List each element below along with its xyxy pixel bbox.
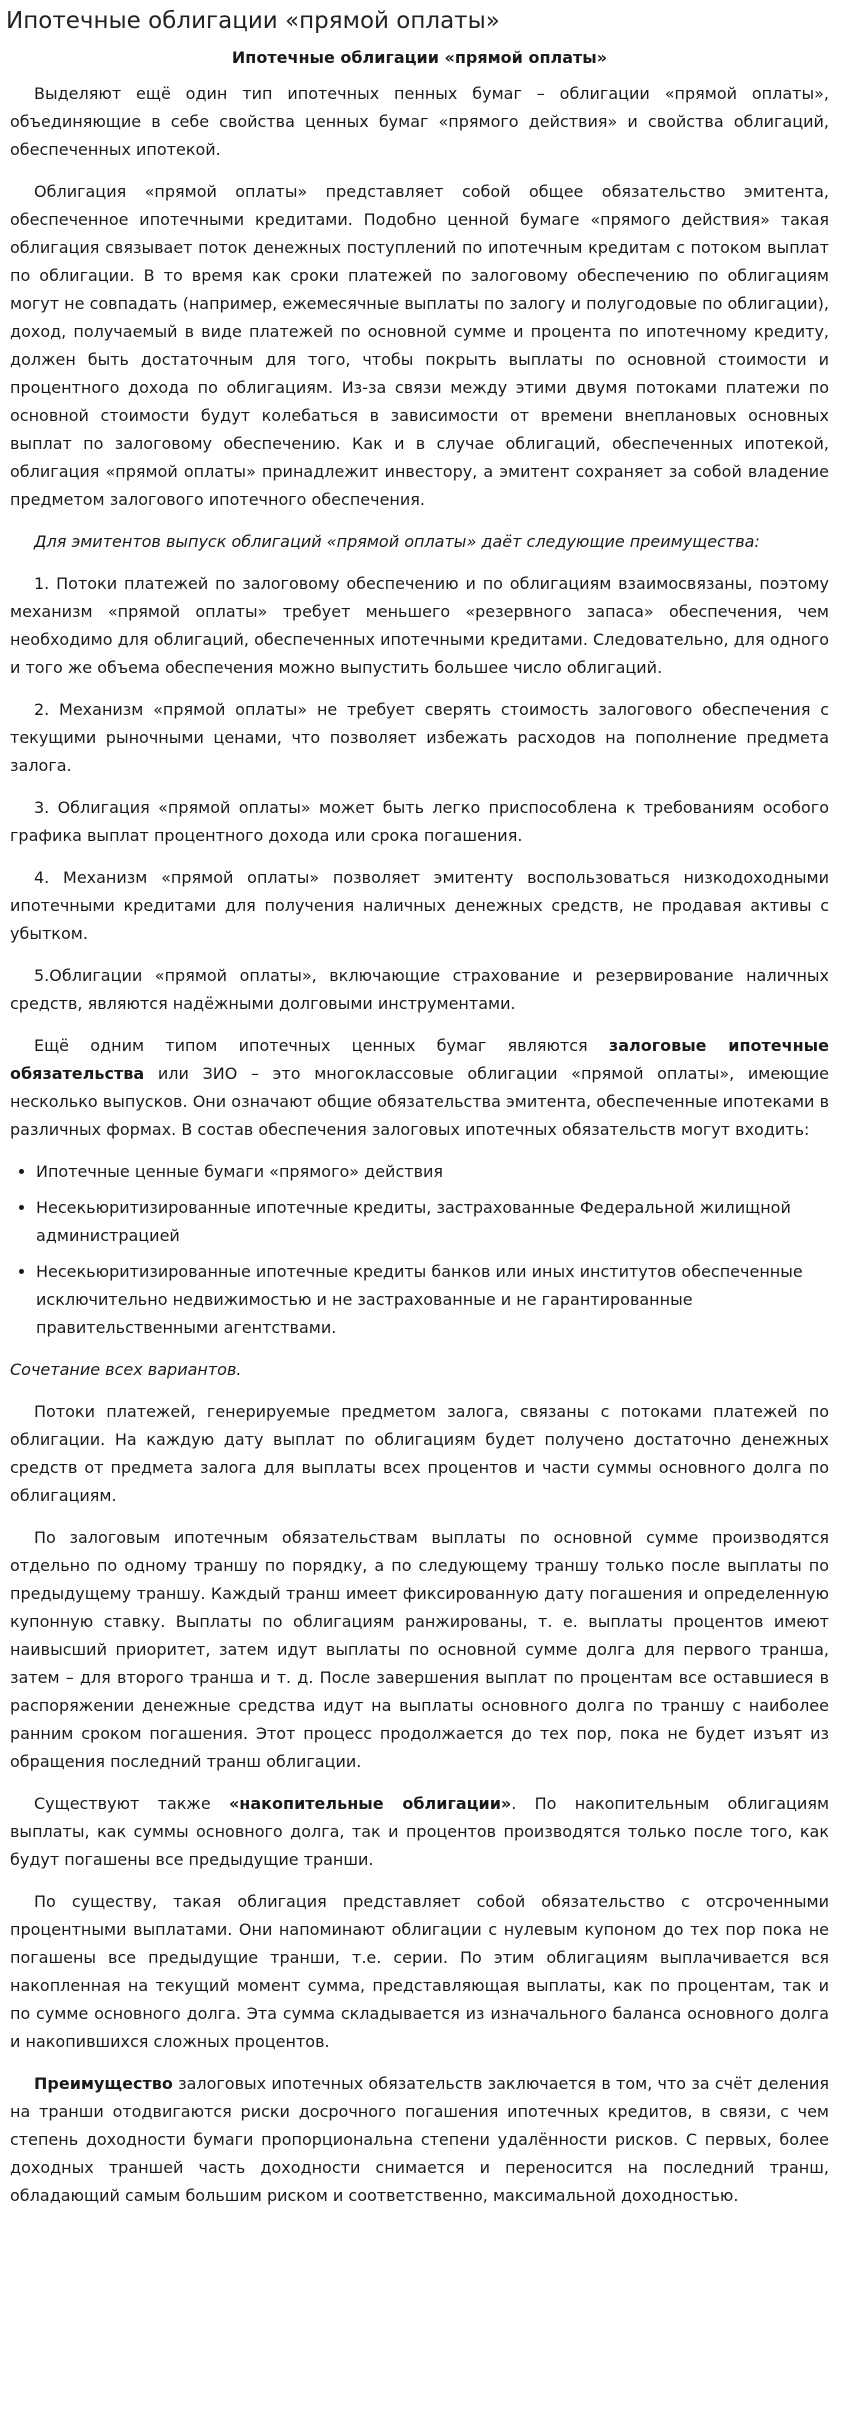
accumulation-lead: Существуют также — [34, 1794, 229, 1813]
advantages-intro: Для эмитентов выпуск облигаций «прямой оплаты» даёт следующие преимущества: — [34, 532, 760, 551]
final-advantage-rest: залоговых ипотечных обязательств заключается в том, что за счёт деления на транши отодвигаются риски досрочного погашения ипотечных кредитов, в связи, с чем степень доходности бумаги пропорциональна степени удалённости рисков. С первых, более доходных траншей часть доходности снимается и переносится на последний транш, обладающий самым большим риском и соответственно, максимальной доходностью. — [10, 2074, 829, 2205]
combination-paragraph: Потоки платежей, генерируемые предметом залога, связаны с потоками платежей по облигации. На каждую дату выплат по облигациям будет получено достаточно денежных средств от предмета залога для выплаты всех процентов и части суммы основного долга по облигациям. — [10, 1402, 829, 1505]
advantage-item: 1. Потоки платежей по залоговому обеспечению и по облигациям взаимосвязаны, поэтому механизм «прямой оплаты» требует меньшего «резервного запаса» обеспечения, чем необходимо для облигаций, обеспеченных ипотечными кредитами. Следовательно, для одного и того же объема обеспечения можно выпустить большее число облигаций. — [10, 574, 829, 677]
advantage-item: 5.Облигации «прямой оплаты», включающие страхование и резервирование наличных средств, являются надёжными долговыми инструментами. — [10, 966, 829, 1013]
collateral-list-item: • Несекьюритизированные ипотечные кредиты банков или иных институтов обеспеченные исключительно недвижимостью и не застрахованные и не гарантированные правительственными агентствами. — [36, 1258, 829, 1342]
article-subtitle: Ипотечные облигации «прямой оплаты» — [231, 48, 608, 67]
advantage-item: 2. Механизм «прямой оплаты» не требует сверять стоимость залогового обеспечения с текущими рыночными ценами, что позволяет избежать расходов на пополнение предмета залога. — [10, 700, 829, 775]
collateral-list-item: • Несекьюритизированные ипотечные кредиты, застрахованные Федеральной жилищной администрацией — [36, 1194, 829, 1250]
accumulation-paragraph — [10, 1790, 829, 1874]
collateral-list-item: • Ипотечные ценные бумаги «прямого» действия — [36, 1158, 829, 1186]
page-title: Ипотечные облигации «прямой оплаты» — [6, 8, 500, 34]
accumulation-term: «накопительные облигации» — [228, 1794, 512, 1813]
collateral-list — [10, 1158, 829, 1342]
zio-paragraph — [10, 1032, 829, 1144]
final-advantage-term: Преимущество — [34, 2074, 173, 2093]
zio-term: залоговые ипотечные обязательства — [10, 1036, 829, 1083]
tranches-paragraph: По залоговым ипотечным обязательствам выплаты по основной сумме производятся отдельно по одному траншу по порядку, а по следующему траншу только после выплаты по предыдущему траншу. Каждый транш имеет фиксированную дату погашения и определенную купонную ставку. Выплаты по облигациям ранжированы, т. е. выплаты процентов имеют наивысший приоритет, затем идут выплаты по основной сумме долга для первого транша, затем – для второго транша и т. д. После завершения выплат по процентам все оставшиеся в распоряжении денежные средства идут на выплаты основного долга по траншу с наиболее ранним сроком погашения. Этот процесс продолжается до тех пор, пока не будет изъят из обращения последний транш облигации. — [10, 1528, 829, 1771]
accumulation-rest: . По накопительным облигациям выплаты, как суммы основного долга, так и процентов производятся только после того, как будут погашены все предыдущие транши. — [10, 1794, 830, 1869]
intro-paragraph: Выделяют ещё один тип ипотечных пенных бумаг – облигации «прямой оплаты», объединяющие в себе свойства ценных бумаг «прямого действия» и свойства облигаций, обеспеченных ипотекой. — [10, 84, 829, 159]
article-body — [6, 46, 843, 2210]
final-advantage-paragraph — [10, 2070, 829, 2210]
advantage-item: 4. Механизм «прямой оплаты» позволяет эмитенту воспользоваться низкодоходными ипотечными кредитами для получения наличных денежных средств, не продавая активы с убытком. — [10, 868, 829, 943]
essence-paragraph: По существу, такая облигация представляет собой обязательство с отсроченными процентными выплатами. Они напоминают облигации с нулевым купоном до тех пор пока не погашены все предыдущие транши, т.е. серии. По этим облигациям выплачивается вся накопленная на текущий момент сумма, представляющая выплаты, как по процентам, так и по сумме основного долга. Эта сумма складывается из изначального баланса основного долга и накопившихся сложных процентов. — [10, 1892, 829, 2051]
zio-rest: или ЗИО – это многоклассовые облигации «прямой оплаты», имеющие несколько выпусков. Они означают общие обязательства эмитента, обеспеченные ипотеками в различных формах. В состав обеспечения залоговых ипотечных обязательств могут входить: — [10, 1064, 829, 1139]
zio-lead: Ещё одним типом ипотечных ценных бумаг являются — [34, 1036, 609, 1055]
definition-paragraph: Облигация «прямой оплаты» представляет собой общее обязательство эмитента, обеспеченное ипотечными кредитами. Подобно ценной бумаге «прямого действия» такая облигация связывает поток денежных поступлений по ипотечным кредитам с потоком выплат по облигации. В то время как сроки платежей по залоговому обеспечению по облигациям могут не совпадать (например, ежемесячные выплаты по залогу и полугодовые по облигации), доход, получаемый в виде платежей по основной сумме и процента по ипотечному кредиту, должен быть достаточным для того, чтобы покрыть выплаты по основной стоимости и процентного дохода по облигациям. Из-за связи между этими двумя потоками платежи по основной стоимости будут колебаться в зависимости от времени внеплановых основных выплат по залоговому обеспечению. Как и в случае облигаций, обеспеченных ипотекой, облигация «прямой оплаты» принадлежит инвестору, а эмитент сохраняет за собой владение предметом залогового ипотечного обеспечения. — [10, 182, 829, 509]
combination-heading: Сочетание всех вариантов. — [10, 1360, 242, 1379]
advantage-item: 3. Облигация «прямой оплаты» может быть легко приспособлена к требованиям особого графика выплат процентного дохода или срока погашения. — [10, 798, 829, 845]
